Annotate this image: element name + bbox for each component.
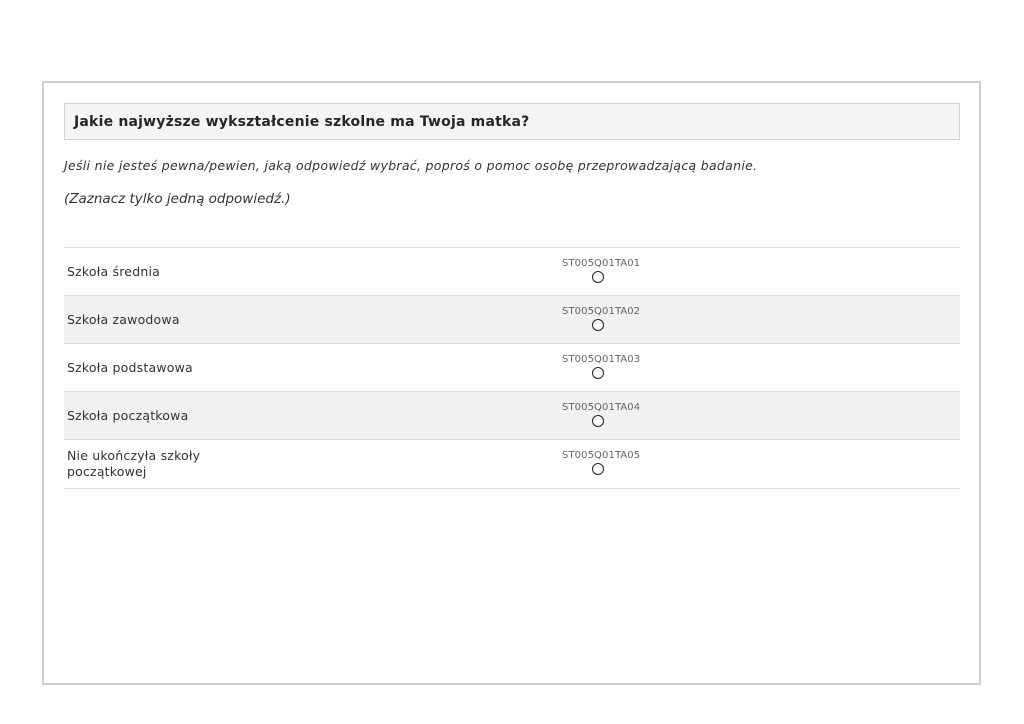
option-code: ST005Q01TA02 bbox=[562, 306, 641, 317]
option-label: Szkoła średnia bbox=[67, 263, 160, 279]
question-header bbox=[64, 103, 960, 140]
option-row-vocational-school[interactable] bbox=[64, 296, 960, 344]
question-title: Jakie najwyższe wykształcenie szkolne ma Twoja matka? bbox=[74, 113, 530, 130]
selection-note: (Zaznacz tylko jedną odpowiedź.) bbox=[64, 191, 291, 207]
option-label: Szkoła początkowa bbox=[67, 407, 189, 423]
option-label: Nie ukończyła szkoły początkowej bbox=[67, 448, 201, 479]
answer-options bbox=[64, 247, 960, 489]
option-code: ST005Q01TA01 bbox=[562, 258, 641, 269]
option-label: Szkoła zawodowa bbox=[67, 311, 180, 327]
radio-button[interactable] bbox=[592, 271, 604, 283]
option-row-secondary-school[interactable] bbox=[64, 248, 960, 296]
radio-button[interactable] bbox=[592, 415, 604, 427]
option-code: ST005Q01TA05 bbox=[562, 450, 641, 461]
question-panel bbox=[42, 81, 981, 685]
option-row-primary-school[interactable] bbox=[64, 344, 960, 392]
option-code: ST005Q01TA04 bbox=[562, 402, 641, 413]
option-label: Szkoła podstawowa bbox=[67, 359, 193, 375]
option-row-elementary-school[interactable] bbox=[64, 392, 960, 440]
radio-button[interactable] bbox=[592, 463, 604, 475]
option-row-no-school[interactable] bbox=[64, 440, 960, 489]
radio-button[interactable] bbox=[592, 367, 604, 379]
instruction-text: Jeśli nie jesteś pewna/pewien, jaką odpowiedź wybrać, poproś o pomoc osobę przeprowadzającą badanie. bbox=[64, 158, 758, 173]
option-code: ST005Q01TA03 bbox=[562, 354, 641, 365]
radio-button[interactable] bbox=[592, 319, 604, 331]
